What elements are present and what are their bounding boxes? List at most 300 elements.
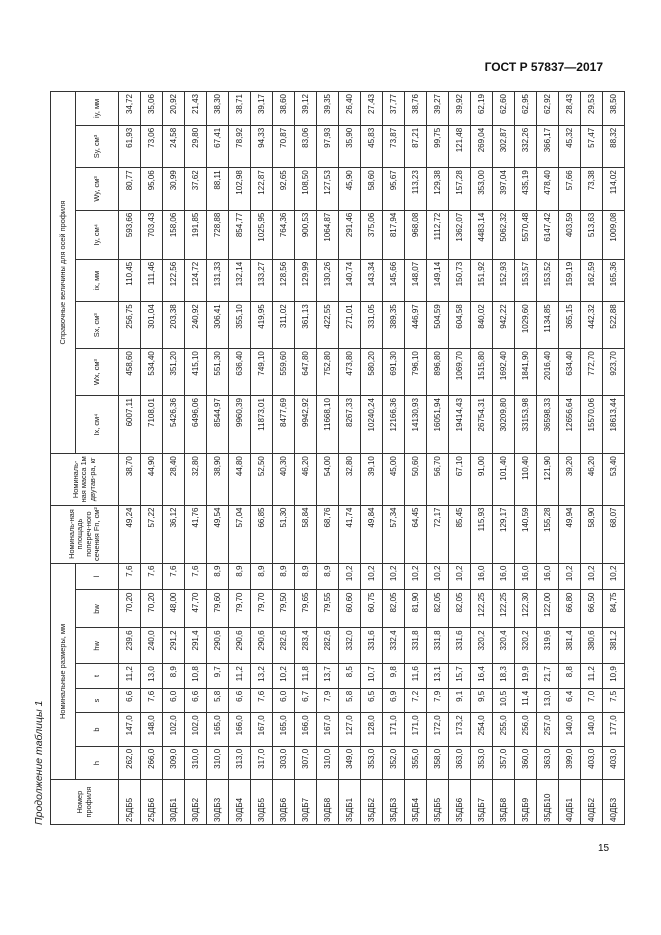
table-cell: 167,0	[317, 713, 339, 747]
table-cell: 10,2	[603, 563, 625, 590]
table-cell: 12166,36	[383, 396, 405, 454]
table-cell: 39,17	[251, 92, 273, 126]
table-cell: 102,0	[163, 713, 185, 747]
table-cell: 399,0	[559, 746, 581, 780]
table-cell: 254,0	[471, 713, 493, 747]
table-cell: 46,20	[295, 454, 317, 505]
table-cell: 28,40	[163, 454, 185, 505]
table-cell: 70,20	[119, 590, 141, 628]
table-cell: 580,20	[361, 349, 383, 396]
profile-number-cell: 30ДБ8	[317, 780, 339, 825]
profile-table	[50, 91, 625, 825]
table-cell: 772,70	[581, 349, 603, 396]
table-cell: 129,99	[295, 259, 317, 301]
table-row	[207, 92, 229, 825]
table-cell: 73,06	[141, 125, 163, 167]
table-cell: 352,0	[383, 746, 405, 780]
table-cell: 1362,07	[449, 210, 471, 259]
table-cell: 7,0	[581, 688, 603, 713]
table-cell: 353,0	[471, 746, 493, 780]
table-cell: 381,4	[559, 628, 581, 664]
table-cell: 291,2	[163, 628, 185, 664]
table-cell: 302,87	[493, 125, 515, 167]
table-cell: 9942,92	[295, 396, 317, 454]
table-cell: 49,84	[361, 505, 383, 563]
table-row	[295, 92, 317, 825]
table-cell: 122,25	[493, 590, 515, 628]
table-cell: 140,0	[559, 713, 581, 747]
profile-number-cell: 35ДБ10	[537, 780, 559, 825]
col-ix-inertia-header: Ix, см⁴	[76, 396, 119, 454]
table-cell: 60,60	[339, 590, 361, 628]
table-row	[361, 92, 383, 825]
table-cell: 94,33	[251, 125, 273, 167]
table-cell: 61,93	[119, 125, 141, 167]
table-cell: 349,0	[339, 746, 361, 780]
table-cell: 140,74	[339, 259, 361, 301]
table-cell: 7,6	[141, 688, 163, 713]
table-cell: 60,75	[361, 590, 383, 628]
table-cell: 7,5	[603, 688, 625, 713]
table-cell: 1112,72	[427, 210, 449, 259]
table-cell: 319,6	[537, 628, 559, 664]
table-cell: 38,71	[229, 92, 251, 126]
table-cell: 271,01	[339, 302, 361, 349]
table-cell: 166,0	[229, 713, 251, 747]
table-cell: 854,77	[229, 210, 251, 259]
table-cell: 108,50	[295, 168, 317, 210]
table-cell: 165,0	[273, 713, 295, 747]
table-cell: 11873,01	[251, 396, 273, 454]
table-cell: 7,6	[251, 688, 273, 713]
col-mass-header: Номиналь-ная масса 1м двутав-ра, кг	[51, 454, 119, 505]
table-cell: 32,80	[339, 454, 361, 505]
table-cell: 10,9	[603, 664, 625, 689]
table-cell: 29,80	[185, 125, 207, 167]
table-cell: 130,26	[317, 259, 339, 301]
table-cell: 79,50	[273, 590, 295, 628]
profile-number-cell: 25ДБ6	[141, 780, 163, 825]
col-iy-inertia-header: Iy, см⁴	[76, 210, 119, 259]
table-cell: 840,02	[471, 302, 493, 349]
table-cell: 4483,14	[471, 210, 493, 259]
table-cell: 10240,24	[361, 396, 383, 454]
table-cell: 162,59	[581, 259, 603, 301]
table-cell: 57,47	[581, 125, 603, 167]
table-cell: 16051,94	[427, 396, 449, 454]
table-cell: 32,80	[185, 454, 207, 505]
table-cell: 45,83	[361, 125, 383, 167]
table-cell: 15,7	[449, 664, 471, 689]
table-row	[119, 92, 141, 825]
profile-number-cell: 35ДБ1	[339, 780, 361, 825]
table-cell: 39,92	[449, 92, 471, 126]
table-cell: 44,80	[229, 454, 251, 505]
table-cell: 82,05	[449, 590, 471, 628]
table-row	[559, 92, 581, 825]
table-cell: 10,2	[339, 563, 361, 590]
table-cell: 129,17	[493, 505, 515, 563]
table-cell: 10,5	[493, 688, 515, 713]
table-cell: 149,14	[427, 259, 449, 301]
table-cell: 88,32	[603, 125, 625, 167]
table-cell: 8,9	[273, 563, 295, 590]
table-cell: 353,0	[361, 746, 383, 780]
table-cell: 13,0	[537, 688, 559, 713]
table-row	[537, 92, 559, 825]
table-cell: 403,59	[559, 210, 581, 259]
table-cell: 64,45	[405, 505, 427, 563]
table-cell: 360,0	[515, 746, 537, 780]
table-cell: 121,90	[537, 454, 559, 505]
table-cell: 10,2	[449, 563, 471, 590]
table-cell: 45,90	[339, 168, 361, 210]
table-cell: 113,23	[405, 168, 427, 210]
col-wy-header: Wy, см³	[76, 168, 119, 210]
table-cell: 167,0	[251, 713, 273, 747]
table-cell: 6496,06	[185, 396, 207, 454]
table-cell: 177,0	[603, 713, 625, 747]
table-cell: 331,6	[449, 628, 471, 664]
table-row	[603, 92, 625, 825]
table-cell: 1692,40	[493, 349, 515, 396]
col-sx-header: Sx, см³	[76, 302, 119, 349]
table-cell: 6,9	[383, 688, 405, 713]
table-cell: 102,0	[185, 713, 207, 747]
table-cell: 58,84	[295, 505, 317, 563]
table-cell: 57,22	[141, 505, 163, 563]
table-cell: 49,24	[119, 505, 141, 563]
table-cell: 2016,40	[537, 349, 559, 396]
table-cell: 504,59	[427, 302, 449, 349]
table-cell: 604,58	[449, 302, 471, 349]
table-cell: 366,17	[537, 125, 559, 167]
table-cell: 101,40	[493, 454, 515, 505]
table-cell: 6,0	[163, 688, 185, 713]
table-cell: 310,0	[185, 746, 207, 780]
table-cell: 40,30	[273, 454, 295, 505]
table-cell: 255,0	[493, 713, 515, 747]
profile-number-cell: 35ДБ7	[471, 780, 493, 825]
table-cell: 320,2	[515, 628, 537, 664]
table-cell: 81,90	[405, 590, 427, 628]
table-cell: 240,0	[141, 628, 163, 664]
table-cell: 79,65	[295, 590, 317, 628]
table-cell: 39,20	[559, 454, 581, 505]
table-cell: 115,93	[471, 505, 493, 563]
table-row	[581, 92, 603, 825]
profile-number-cell: 30ДБ2	[185, 780, 207, 825]
table-cell: 942,22	[493, 302, 515, 349]
table-cell: 5570,48	[515, 210, 537, 259]
table-cell: 21,43	[185, 92, 207, 126]
table-cell: 647,80	[295, 349, 317, 396]
table-cell: 39,27	[427, 92, 449, 126]
table-cell: 10,2	[273, 664, 295, 689]
table-cell: 13,1	[427, 664, 449, 689]
table-cell: 143,34	[361, 259, 383, 301]
table-cell: 1515,80	[471, 349, 493, 396]
table-cell: 110,40	[515, 454, 537, 505]
table-cell: 79,70	[229, 590, 251, 628]
table-cell: 48,00	[163, 590, 185, 628]
table-cell: 84,75	[603, 590, 625, 628]
table-cell: 35,06	[141, 92, 163, 126]
table-cell: 58,90	[581, 505, 603, 563]
table-cell: 422,55	[317, 302, 339, 349]
table-cell: 478,40	[537, 168, 559, 210]
table-cell: 122,87	[251, 168, 273, 210]
table-cell: 140,59	[515, 505, 537, 563]
table-row	[141, 92, 163, 825]
table-cell: 87,21	[405, 125, 427, 167]
table-cell: 1064,87	[317, 210, 339, 259]
table-cell: 896,80	[427, 349, 449, 396]
table-cell: 923,70	[603, 349, 625, 396]
table-cell: 47,70	[185, 590, 207, 628]
table-cell: 796,10	[405, 349, 427, 396]
table-cell: 320,2	[471, 628, 493, 664]
table-cell: 6,6	[229, 688, 251, 713]
table-cell: 16,0	[493, 563, 515, 590]
table-cell: 513,63	[581, 210, 603, 259]
table-cell: 191,85	[185, 210, 207, 259]
table-cell: 82,05	[383, 590, 405, 628]
table-cell: 11,2	[119, 664, 141, 689]
table-cell: 313,0	[229, 746, 251, 780]
table-cell: 80,77	[119, 168, 141, 210]
profile-number-cell: 35ДБ5	[427, 780, 449, 825]
table-cell: 28,43	[559, 92, 581, 126]
table-cell: 73,87	[383, 125, 405, 167]
table-cell: 16,0	[537, 563, 559, 590]
table-cell: 19,9	[515, 664, 537, 689]
table-cell: 52,50	[251, 454, 273, 505]
table-cell: 10,7	[361, 664, 383, 689]
table-cell: 8,8	[559, 664, 581, 689]
table-cell: 473,80	[339, 349, 361, 396]
table-cell: 534,40	[141, 349, 163, 396]
table-cell: 38,70	[119, 454, 141, 505]
profile-number-cell: 30ДБ5	[251, 780, 273, 825]
table-cell: 262,0	[119, 746, 141, 780]
table-cell: 44,90	[141, 454, 163, 505]
table-cell: 140,0	[581, 713, 603, 747]
table-cell: 56,70	[427, 454, 449, 505]
table-cell: 66,50	[581, 590, 603, 628]
table-cell: 301,04	[141, 302, 163, 349]
table-cell: 9,1	[449, 688, 471, 713]
table-cell: 38,90	[207, 454, 229, 505]
table-cell: 39,12	[295, 92, 317, 126]
table-cell: 73,38	[581, 168, 603, 210]
table-cell: 153,57	[515, 259, 537, 301]
table-cell: 38,60	[273, 92, 295, 126]
table-cell: 57,04	[229, 505, 251, 563]
table-cell: 114,02	[603, 168, 625, 210]
table-cell: 20,92	[163, 92, 185, 126]
profile-number-cell: 30ДБ3	[207, 780, 229, 825]
table-cell: 72,17	[427, 505, 449, 563]
table-cell: 128,56	[273, 259, 295, 301]
table-cell: 151,92	[471, 259, 493, 301]
table-caption: Продолжение таблицы 1	[33, 700, 45, 825]
table-row	[405, 92, 427, 825]
rotated-table-region	[30, 91, 618, 825]
table-row	[515, 92, 537, 825]
table-cell: 8,9	[163, 664, 185, 689]
table-cell: 38,30	[207, 92, 229, 126]
table-cell: 559,60	[273, 349, 295, 396]
table-cell: 357,0	[493, 746, 515, 780]
table-cell: 165,36	[603, 259, 625, 301]
table-cell: 171,0	[405, 713, 427, 747]
table-cell: 26754,31	[471, 396, 493, 454]
profile-number-cell: 35ДБ2	[361, 780, 383, 825]
table-cell: 6147,42	[537, 210, 559, 259]
table-cell: 6007,11	[119, 396, 141, 454]
table-cell: 54,00	[317, 454, 339, 505]
table-cell: 26,40	[339, 92, 361, 126]
table-cell: 593,66	[119, 210, 141, 259]
table-cell: 10,2	[383, 563, 405, 590]
table-cell: 442,32	[581, 302, 603, 349]
table-cell: 10,2	[405, 563, 427, 590]
table-cell: 269,04	[471, 125, 493, 167]
table-cell: 8,9	[229, 563, 251, 590]
table-cell: 57,34	[383, 505, 405, 563]
col-t-header: t	[76, 664, 119, 689]
table-cell: 165,0	[207, 713, 229, 747]
table-cell: 363,0	[449, 746, 471, 780]
table-cell: 68,76	[317, 505, 339, 563]
table-cell: 6,4	[559, 688, 581, 713]
table-cell: 66,80	[559, 590, 581, 628]
profile-number-cell: 40ДБ2	[581, 780, 603, 825]
table-cell: 62,92	[537, 92, 559, 126]
table-cell: 19414,43	[449, 396, 471, 454]
table-cell: 37,62	[185, 168, 207, 210]
table-cell: 62,95	[515, 92, 537, 126]
table-cell: 307,0	[295, 746, 317, 780]
table-cell: 306,41	[207, 302, 229, 349]
col-iy-radius-header: iy, мм	[76, 92, 119, 126]
table-cell: 38,50	[603, 92, 625, 126]
table-cell: 361,13	[295, 302, 317, 349]
table-cell: 1069,70	[449, 349, 471, 396]
table-cell: 8,5	[339, 664, 361, 689]
table-cell: 320,4	[493, 628, 515, 664]
table-cell: 97,93	[317, 125, 339, 167]
table-cell: 6,0	[273, 688, 295, 713]
table-cell: 331,6	[361, 628, 383, 664]
table-row	[449, 92, 471, 825]
table-cell: 110,45	[119, 259, 141, 301]
table-cell: 7108,01	[141, 396, 163, 454]
table-cell: 11668,10	[317, 396, 339, 454]
table-cell: 91,00	[471, 454, 493, 505]
table-cell: 358,0	[427, 746, 449, 780]
table-cell: 157,28	[449, 168, 471, 210]
table-cell: 291,46	[339, 210, 361, 259]
table-cell: 67,10	[449, 454, 471, 505]
table-cell: 8267,33	[339, 396, 361, 454]
table-cell: 446,97	[405, 302, 427, 349]
table-cell: 95,06	[141, 168, 163, 210]
table-cell: 13,7	[317, 664, 339, 689]
table-cell: 9,5	[471, 688, 493, 713]
table-cell: 310,0	[207, 746, 229, 780]
table-row	[493, 92, 515, 825]
table-cell: 332,0	[339, 628, 361, 664]
table-cell: 403,0	[581, 746, 603, 780]
table-cell: 133,27	[251, 259, 273, 301]
table-cell: 49,54	[207, 505, 229, 563]
table-cell: 10,2	[361, 563, 383, 590]
table-cell: 78,92	[229, 125, 251, 167]
table-cell: 365,15	[559, 302, 581, 349]
table-cell: 7,2	[405, 688, 427, 713]
table-cell: 83,06	[295, 125, 317, 167]
col-s-header: s	[76, 688, 119, 713]
table-cell: 7,6	[119, 563, 141, 590]
table-cell: 79,70	[251, 590, 273, 628]
table-cell: 85,45	[449, 505, 471, 563]
profile-number-cell: 40ДБ1	[559, 780, 581, 825]
col-sy-header: Sy, см³	[76, 125, 119, 167]
table-cell: 12656,64	[559, 396, 581, 454]
table-cell: 39,35	[317, 92, 339, 126]
table-cell: 10,2	[559, 563, 581, 590]
col-hw-header: hw	[76, 628, 119, 664]
table-row	[471, 92, 493, 825]
table-body	[119, 92, 625, 825]
table-cell: 256,75	[119, 302, 141, 349]
table-cell: 634,40	[559, 349, 581, 396]
table-cell: 70,20	[141, 590, 163, 628]
table-cell: 7,9	[317, 688, 339, 713]
table-cell: 1025,95	[251, 210, 273, 259]
table-cell: 127,0	[339, 713, 361, 747]
table-cell: 102,98	[229, 168, 251, 210]
table-cell: 381,2	[603, 628, 625, 664]
table-cell: 817,94	[383, 210, 405, 259]
table-row	[229, 92, 251, 825]
table-cell: 35,90	[339, 125, 361, 167]
table-cell: 166,0	[295, 713, 317, 747]
page-number: 15	[598, 843, 610, 854]
table-row	[427, 92, 449, 825]
table-cell: 331,05	[361, 302, 383, 349]
table-cell: 311,02	[273, 302, 295, 349]
table-cell: 62,60	[493, 92, 515, 126]
table-cell: 256,0	[515, 713, 537, 747]
table-cell: 522,88	[603, 302, 625, 349]
table-cell: 172,0	[427, 713, 449, 747]
table-cell: 8544,97	[207, 396, 229, 454]
table-cell: 355,0	[405, 746, 427, 780]
table-cell: 355,10	[229, 302, 251, 349]
profile-number-cell: 30ДБ1	[163, 780, 185, 825]
table-cell: 5,8	[339, 688, 361, 713]
table-cell: 1029,60	[515, 302, 537, 349]
table-cell: 67,41	[207, 125, 229, 167]
rotated-content	[30, 91, 618, 825]
table-cell: 728,88	[207, 210, 229, 259]
table-cell: 145,66	[383, 259, 405, 301]
table-cell: 173,2	[449, 713, 471, 747]
table-cell: 132,14	[229, 259, 251, 301]
